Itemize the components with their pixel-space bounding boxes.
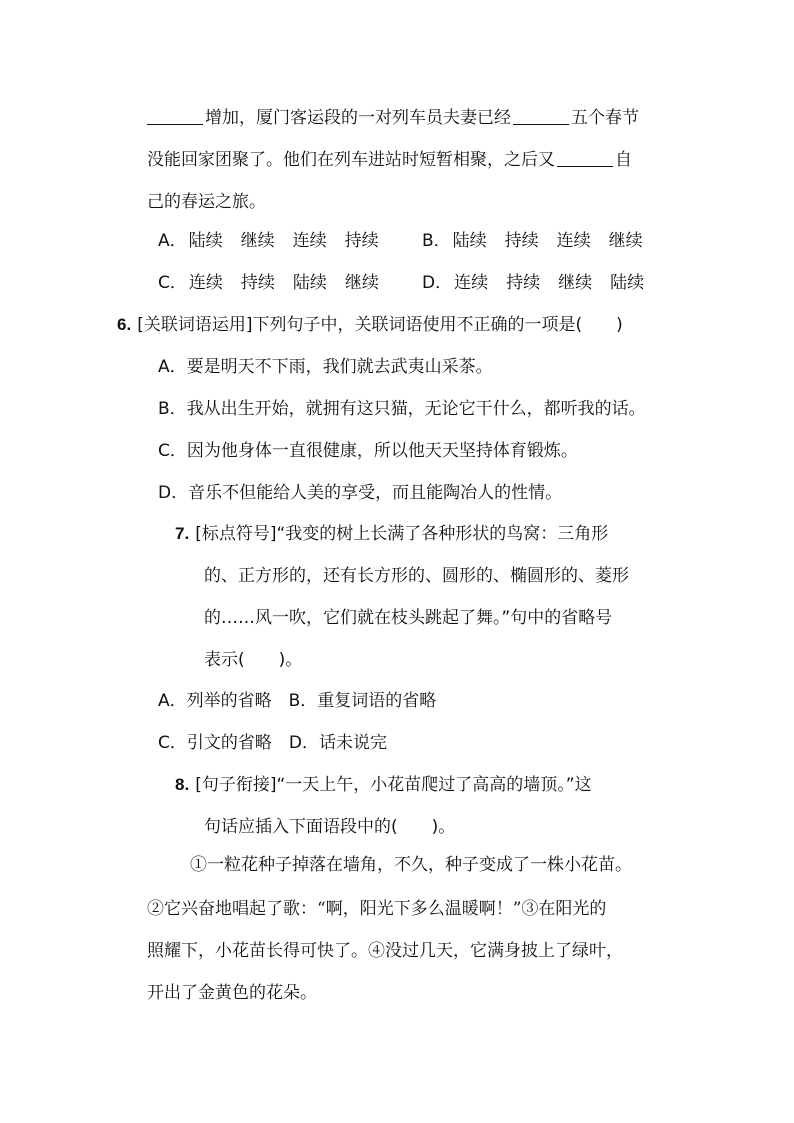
q8-text: [句子衔接]“一天上午，小花苗爬过了高高的墙顶。”这 [195, 775, 592, 795]
q5-line2-text-1: 没能回家团聚了。他们在列车进站时短暂相聚，之后又 [147, 150, 555, 170]
q7-line-1 [175, 522, 608, 546]
q7-line-3: 的……风一吹，它们就在枝头跳起了舞。”句中的省略号 [204, 608, 613, 628]
option-word: 连续 [556, 231, 591, 251]
option-word: 陆续 [610, 273, 645, 293]
q8-passage-line-2: ②它兴奋地唱起了歌：“啊，阳光下多么温暖啊！”③在阳光的 [147, 899, 607, 919]
option-word: 持续 [240, 273, 275, 293]
option-word: 陆续 [452, 231, 487, 251]
q6-option-d: D．音乐不但能给人美的享受，而且能陶冶人的性情。 [158, 483, 563, 503]
q5-option-d [422, 271, 644, 295]
option-letter: C． [158, 273, 187, 293]
q5-line1-text-1: 增加，厦门客运段的一对列车员夫妻已经 [205, 108, 511, 128]
q8-passage-line-3: 照耀下，小花苗长得可快了。④没过几天，它满身披上了绿叶， [147, 941, 623, 961]
q7-option-row-1: A．列举的省略 B．重复词语的省略 [158, 691, 437, 711]
q6-option-a: A．要是明天不下雨，我们就去武夷山采茶。 [158, 357, 493, 377]
option-word: 继续 [558, 273, 593, 293]
option-word: 连续 [188, 273, 223, 293]
q5-option-c [158, 271, 379, 295]
option-letter: D． [422, 273, 453, 293]
q8-passage-line-1: ①一粒花种子掉落在墙角，不久，种子变成了一株小花苗。 [190, 855, 632, 875]
option-word: 继续 [344, 273, 379, 293]
q5-line-3: 己的春运之旅。 [147, 192, 266, 212]
q7-line-2: 的、正方形的，还有长方形的、圆形的、椭圆形的、菱形 [204, 566, 629, 586]
q8-passage-line-4: 开出了金黄色的花朵。 [147, 983, 317, 1003]
q7-option-row-2: C．引文的省略 D．话未说完 [158, 733, 387, 753]
q8-line-1 [175, 773, 592, 797]
option-word: 持续 [344, 231, 379, 251]
option-word: 连续 [454, 273, 489, 293]
q5-option-b [422, 229, 643, 253]
q5-line2-text-2: 自 [615, 150, 632, 170]
q6-option-c: C．因为他身体一直很健康，所以他天天坚持体育锻炼。 [158, 441, 578, 461]
option-letter: B． [422, 231, 451, 251]
question-number: 7. [175, 524, 190, 543]
q5-option-a [158, 229, 379, 253]
answer-blank [147, 106, 203, 125]
option-word: 陆续 [188, 231, 223, 251]
q5-line-1 [147, 106, 639, 130]
option-word: 陆续 [292, 273, 327, 293]
option-word: 持续 [506, 273, 541, 293]
q6-stem-text: [关联词语运用]下列句子中，关联词语使用不正确的一项是( ) [137, 315, 623, 335]
q7-line-4: 表示( )。 [204, 650, 303, 670]
answer-blank [557, 148, 613, 167]
option-letter: A． [158, 231, 187, 251]
option-word: 持续 [504, 231, 539, 251]
answer-blank [513, 106, 569, 125]
q7-text: [标点符号]“我变的树上长满了各种形状的鸟窝：三角形 [195, 524, 609, 544]
q6-stem [117, 313, 623, 337]
q8-line-2: 句话应插入下面语段中的( )。 [204, 817, 456, 837]
q6-option-b: B．我从出生开始，就拥有这只猫，无论它干什么，都听我的话。 [158, 399, 646, 419]
question-number: 8. [175, 775, 190, 794]
q5-line-2 [147, 148, 632, 172]
option-word: 连续 [292, 231, 327, 251]
question-number: 6. [117, 315, 132, 334]
option-word: 继续 [240, 231, 275, 251]
option-word: 继续 [608, 231, 643, 251]
q5-line1-text-2: 五个春节 [571, 108, 639, 128]
